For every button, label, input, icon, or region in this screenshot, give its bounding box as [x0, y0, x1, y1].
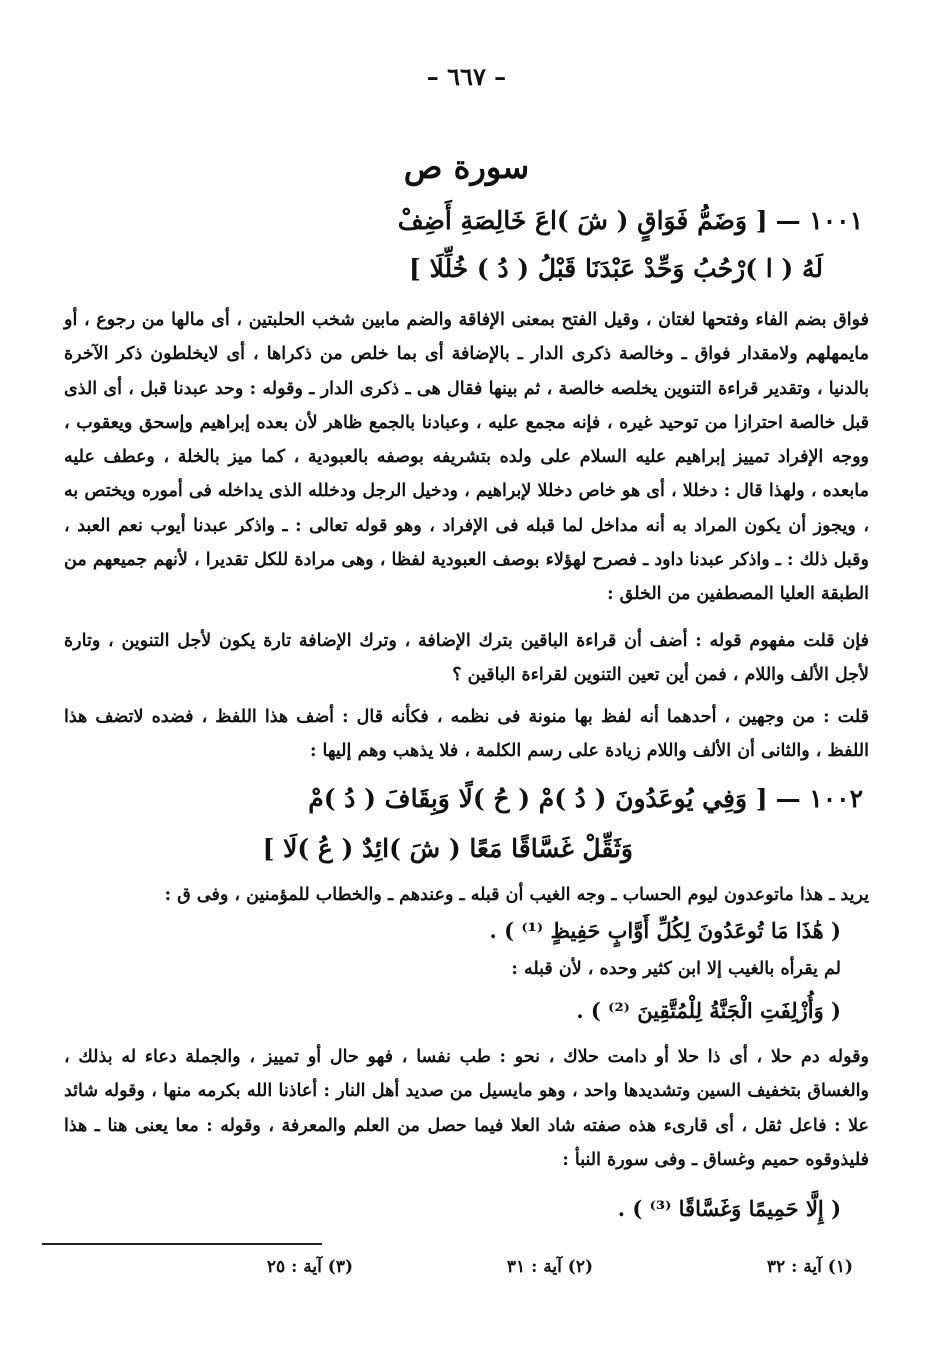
- verse-number: ١٠٠٢ —: [775, 784, 863, 813]
- footnotes: [73, 1257, 853, 1287]
- verse-text: [ وَفِي يُوعَدُونَ ( دُ )مْ ( حُ )لًا وَبِقَافَ ( دُ )مْ: [308, 784, 768, 813]
- surah-title: سورة ص: [403, 148, 530, 186]
- quran-quote: ( وَأُزْلِفَتِ الْجَنَّةُ لِلْمُتَّقِينَ ⁽²⁾ ) .: [576, 998, 841, 1023]
- commentary-paragraph: وقوله دم حلا ، أى ذا حلا أو دامت حلاك ، نحو : طب نفسا ، فهو حال أو تمييز ، والجملة دعاء له بذلك ، والغساق بتخفيف السين وتشديدها واحد ، وهو مايسيل من صديد أهل النار : أعاذنا الله بكرمه منها ، وقوله شائد علا : فاعل ثقل ، أى قارىء هذه صفته شاد العلا فيما حصل من العلم والمعرفة ، وقوله : معا يعنى هنا ـ هذا فليذوقوه حميم وغساق ـ وفى سورة النبأ :: [64, 1047, 869, 1170]
- verse-text: [ وَضَمُّ فَوَاقٍ ( شَ )اعَ خَالِصَةِ أَضِفْ: [397, 206, 768, 235]
- verse-1002-line-1: [63, 776, 863, 822]
- verse-number: ١٠٠١ —: [775, 206, 863, 235]
- verse-1002-line-2: وَثَقِّلْ غَسَّاقًا مَعًا ( شَ )ائِدٌ ( عُ )لَا ]: [262, 834, 633, 863]
- verse-1001-line-1: [63, 198, 863, 244]
- quran-quote: ( هَٰذَا مَا تُوعَدُونَ لِكُلِّ أَوَّابٍ حَفِيظٍ ⁽¹⁾ ) .: [489, 918, 841, 943]
- quran-quote: ( إِلَّا حَمِيمًا وَغَسَّاقًا ⁽³⁾ ) .: [617, 1196, 841, 1221]
- commentary-line: لم يقرأه بالغيب إلا ابن كثير وحده ، لأن قبله :: [511, 959, 841, 979]
- footnote: (٣) آية : ٢٥: [266, 1257, 353, 1277]
- footnote: (٢) آية : ٣١: [506, 1257, 593, 1277]
- commentary-paragraph: قلت : من وجهين ، أحدهما أنه لفظ بها منونة فى نظمه ، فكأنه قال : أضف هذا اللفظ ، فضده لاتضف هذا اللفظ ، والثانى أن الألف واللام زيادة على رسم الكلمة ، فلا يذهب وهم إليها :: [64, 707, 869, 762]
- footnote-divider: [42, 1243, 322, 1245]
- page-number: – ٦٦٧ –: [426, 62, 507, 91]
- commentary-paragraph: فواق بضم الفاء وفتحها لغتان ، وقيل الفتح بمعنى الإفاقة والضم مابين شخب الحلبتين ، أى مالها من رجوع ، أو مايمهلهم ولامقدار فواق ـ وخالصة ذكرى الدار ـ بالإضافة أى بما خلص من ذكراها ، أى لايخلطون ذكر الآخرة بالدنيا ، وتقدير قراءة التنوين يخلصه خالصة ، ثم بينها فقال هى ـ ذكرى الدار ـ وقوله : وحد عبدنا قبل ، أى الذى قبل خالصة احترازا من توحيد غيره ، فإنه مجمع عليه ، وعبادنا بالجمع ظاهر لأن بعده إبراهيم وإسحق ويعقوب ، ووجه الإفراد تمييز إبراهيم عليه السلام على ولده بتشريفه بوصفه بالعبودية ، كما ميز بالخلة ، وعطف عليه مابعده ، ولهذا قال : دخللا ، أى هو خاص دخللا لإبراهيم ، ودخيل الرجل ودخلله الذى يداخله فى أموره ويختص به ، ويجوز أن يكون المراد به أنه مداخل لما قبله فى الإفراد ، وهو قوله تعالى : ـ واذكر عبدنا أيوب نعم العبد ، وقبل ذلك : ـ واذكر عبدنا داود ـ فصرح لهؤلاء بوصف العبودية لفظا ، وهى مرادة للكل تقديرا ، لأنهم جميعهم من الطبقة العليا المصطفين من الخلق :: [64, 310, 869, 605]
- footnote: (١) آية : ٣٢: [766, 1257, 853, 1277]
- commentary-paragraph: فإن قلت مفهوم قوله : أضف أن قراءة الباقين بترك الإضافة ، وترك الإضافة تارة يكون لأجل التنوين ، وتارة لأجل الألف واللام ، فمن أين تعين التنوين لقراءة الباقين ؟: [64, 631, 869, 686]
- commentary-paragraph: يريد ـ هذا ماتوعدون ليوم الحساب ـ وجه الغيب أن قبله ـ وعندهم ـ والخطاب للمؤمنين ، وفى ق :: [164, 885, 869, 905]
- verse-1001-line-2: لَهُ ( ا )رْحُبُ وَحِّدْ عَبْدَنَا قَبْلُ ( دُ ) خُلِّلَا ]: [409, 254, 823, 283]
